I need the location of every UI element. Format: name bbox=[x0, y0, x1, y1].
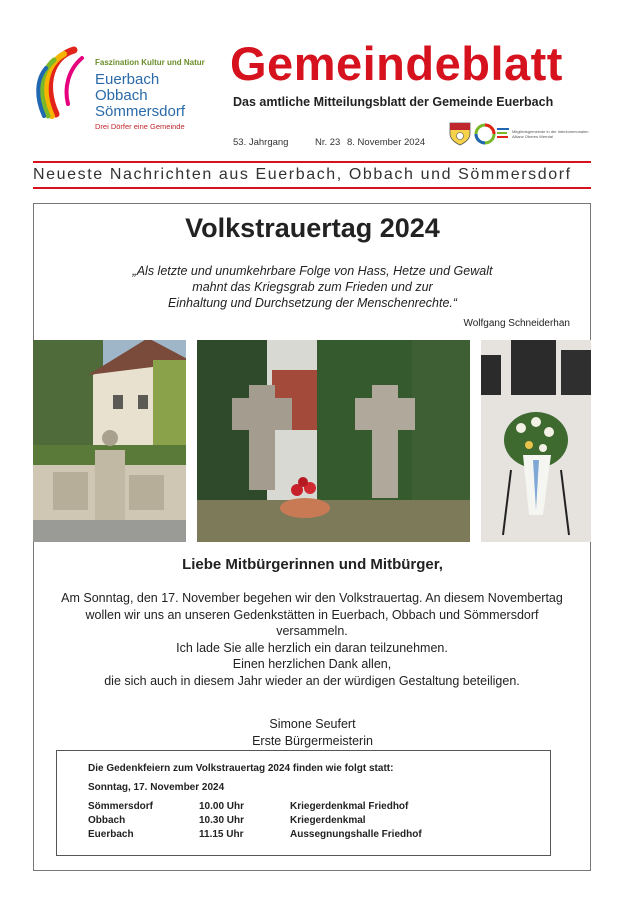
header-divider-top bbox=[33, 161, 591, 163]
volume-year: 53. Jahrgang bbox=[233, 137, 289, 148]
body-line: versammeln. bbox=[276, 624, 348, 638]
quote-block bbox=[70, 263, 555, 311]
signer-name: Simone Seufert bbox=[269, 717, 356, 731]
masthead-subtitle: Das amtliche Mitteilungsblatt der Gemeinde Euerbach bbox=[233, 95, 554, 109]
masthead-title: Gemeindeblatt bbox=[230, 37, 563, 90]
body-line: wollen wir uns an unseren Gedenkstätten in Euerbach, Obbach und Sömmersdorf bbox=[85, 607, 539, 622]
schedule-place: Sömmersdorf bbox=[88, 801, 154, 812]
logo-tagline-bottom: Drei Dörfer eine Gemeinde bbox=[95, 122, 185, 131]
news-tagline: Neueste Nachrichten aus Euerbach, Obbach und Sömmersdorf bbox=[33, 166, 572, 183]
schedule-time: 11.15 Uhr bbox=[199, 829, 244, 840]
logo-village-obbach: Obbach bbox=[95, 87, 148, 104]
quote-line: Einhaltung und Durchsetzung der Menschenrechte.“ bbox=[167, 296, 458, 310]
schedule-time: 10.00 Uhr bbox=[199, 801, 245, 812]
greeting: Liebe Mitbürgerinnen und Mitbürger, bbox=[182, 556, 443, 573]
logo-village-euerbach: Euerbach bbox=[95, 71, 160, 88]
body-line: Am Sonntag, den 17. November begehen wir den Volkstrauertag. An diesem Novembertag bbox=[61, 591, 563, 605]
alliance-logo-icon bbox=[474, 122, 510, 146]
quote-line: „Als letzte und unumkehrbare Folge von Hass, Hetze und Gewalt bbox=[132, 264, 493, 278]
schedule-place: Euerbach bbox=[88, 829, 134, 840]
memorial-wreath-photo bbox=[481, 340, 591, 542]
partner-caption: Mitgliedsgemeinde in der Interkommunalen Allianz Oberes Werntal bbox=[512, 129, 589, 139]
war-memorial-photo bbox=[33, 340, 186, 542]
body-line: Einen herzlichen Dank allen, bbox=[232, 657, 392, 671]
article-headline: Volkstrauertag 2024 bbox=[185, 213, 440, 243]
schedule-heading: Die Gedenkfeiern zum Volkstrauertag 2024 finden wie folgt statt: bbox=[88, 763, 394, 774]
logo-village-soemmersdorf: Sömmersdorf bbox=[95, 103, 186, 120]
quote-author: Wolfgang Schneiderhan bbox=[463, 318, 570, 329]
schedule-place: Obbach bbox=[88, 815, 126, 826]
issue-number: Nr. 23 bbox=[315, 137, 341, 148]
schedule-date: Sonntag, 17. November 2024 bbox=[88, 782, 225, 793]
schedule-location: Kriegerdenkmal bbox=[290, 815, 366, 826]
signer-title: Erste Bürgermeisterin bbox=[252, 734, 373, 748]
article-body bbox=[36, 590, 588, 689]
coat-of-arms-icon bbox=[449, 122, 471, 146]
body-line: Ich lade Sie alle herzlich ein daran teilzunehmen. bbox=[176, 640, 448, 655]
body-line: die sich auch in diesem Jahr wieder an der würdigen Gestaltung beteiligen. bbox=[104, 673, 520, 688]
header-divider-bottom bbox=[33, 187, 591, 189]
schedule-location: Kriegerdenkmal Friedhof bbox=[290, 801, 409, 812]
schedule-location: Aussegnungshalle Friedhof bbox=[290, 829, 422, 840]
quote-line: mahnt das Kriegsgrab zum Frieden und zur bbox=[192, 280, 433, 294]
logo-tagline-top: Faszination Kultur und Natur bbox=[95, 58, 205, 67]
schedule-time: 10.30 Uhr bbox=[199, 815, 245, 826]
municipality-logo bbox=[34, 44, 92, 124]
issue-date: 8. November 2024 bbox=[347, 137, 426, 148]
stone-crosses-photo bbox=[197, 340, 470, 542]
